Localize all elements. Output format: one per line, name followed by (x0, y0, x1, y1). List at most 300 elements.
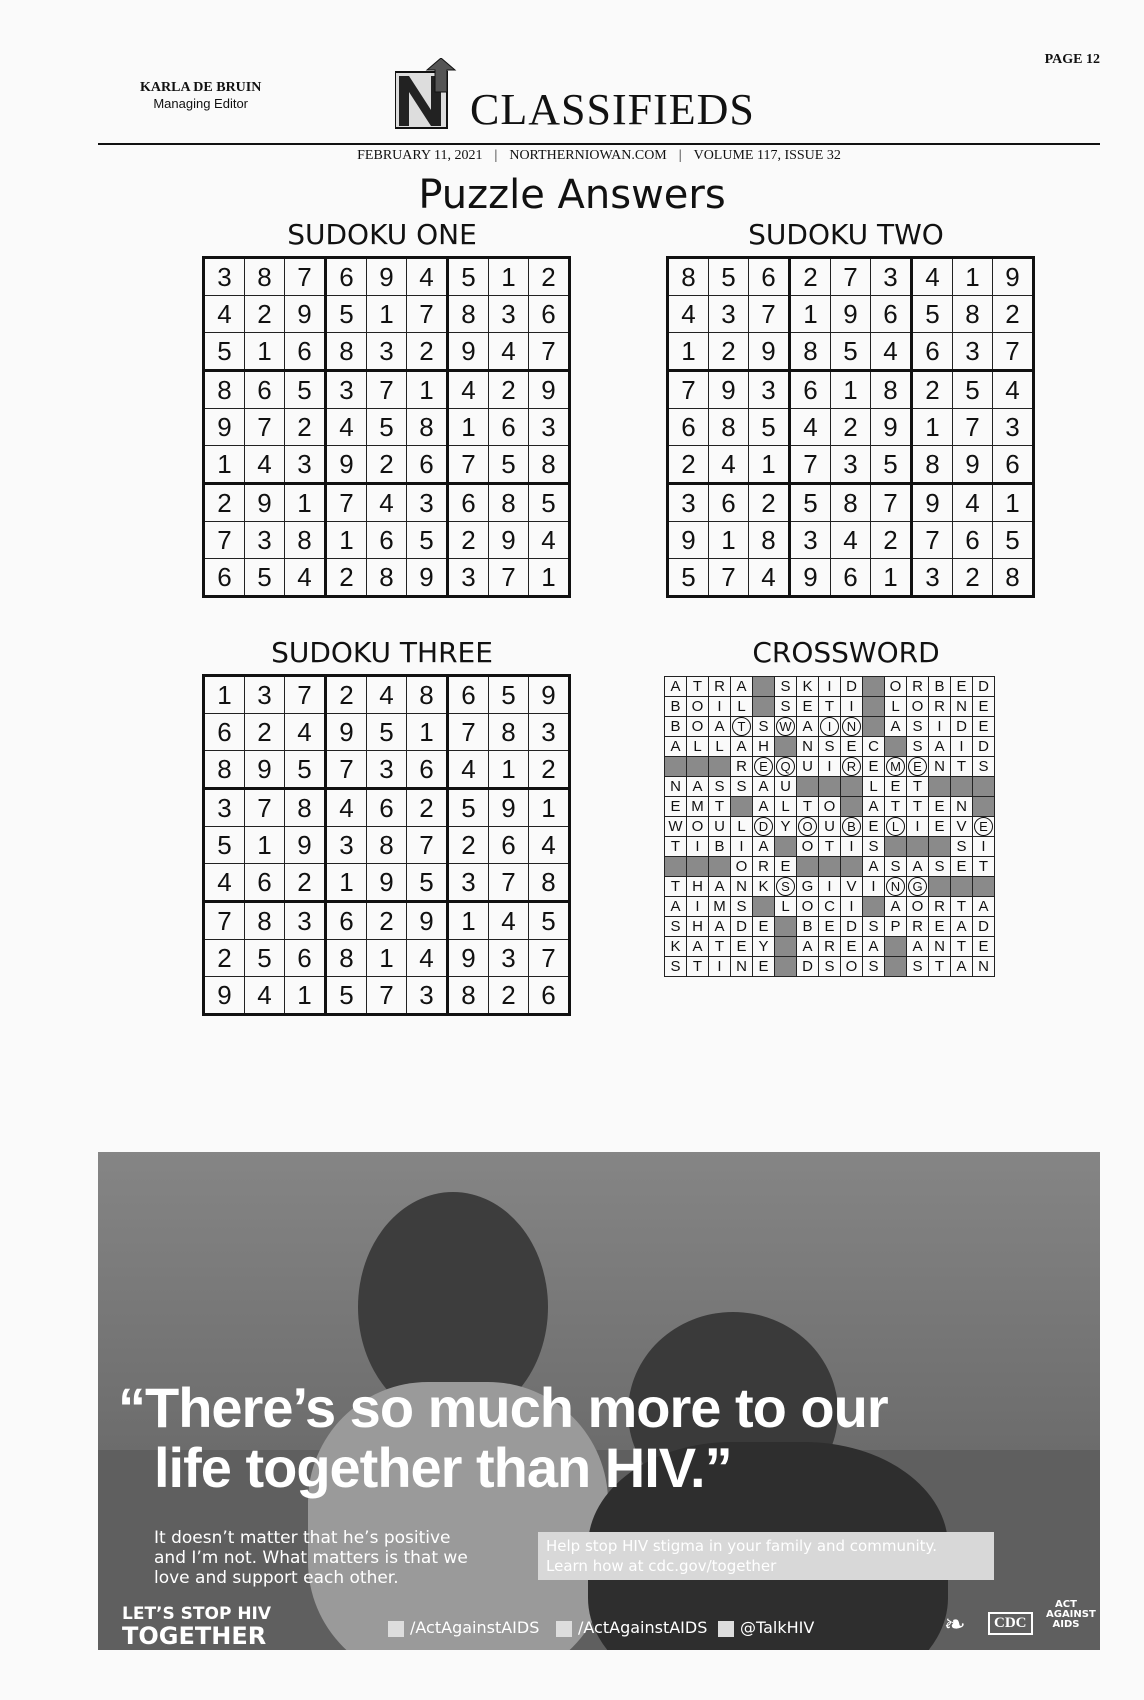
sudoku-cell: 2 (285, 864, 326, 902)
sudoku-cell: 1 (367, 940, 407, 977)
instagram-handle-text: @TalkHIV (740, 1618, 815, 1637)
crossword-row (665, 737, 995, 757)
sudoku-cell: 8 (709, 409, 749, 446)
sudoku-row (204, 902, 570, 940)
sudoku-cell: 4 (204, 296, 245, 333)
crossword-cell: N (951, 697, 973, 717)
sudoku-cell: 1 (245, 827, 285, 864)
sudoku-cell: 7 (953, 409, 993, 446)
sudoku-cell: 9 (831, 296, 871, 333)
sudoku-cell: 1 (831, 371, 871, 409)
sudoku-cell: 8 (448, 296, 489, 333)
sudoku-cell: 6 (407, 446, 448, 484)
crossword-block (841, 797, 863, 817)
crossword-cell: O (687, 817, 709, 837)
crossword-cell: I (841, 697, 863, 717)
crossword-row (665, 877, 995, 897)
crossword-cell: K (797, 677, 819, 697)
crossword-cell: H (753, 737, 775, 757)
crossword-cell: T (687, 957, 709, 977)
issue-date: FEBRUARY 11, 2021 (357, 148, 483, 163)
sudoku-cell: 6 (953, 522, 993, 559)
sudoku-cell: 7 (790, 446, 831, 484)
twitter-handle[interactable] (556, 1618, 707, 1637)
sudoku-cell: 6 (993, 446, 1034, 484)
sudoku-cell: 6 (245, 864, 285, 902)
sudoku-cell: 4 (529, 522, 570, 559)
crossword-circled-cell: E (907, 757, 929, 777)
crossword-row (665, 797, 995, 817)
crossword-cell: O (731, 857, 753, 877)
crossword-cell: T (709, 937, 731, 957)
crossword-cell: A (753, 797, 775, 817)
sudoku-cell: 3 (790, 522, 831, 559)
crossword-block (709, 857, 731, 877)
crossword-circled-cell: L (885, 817, 907, 837)
sudoku-cell: 8 (407, 409, 448, 446)
sudoku-cell: 8 (367, 827, 407, 864)
editor-title: Managing Editor (153, 96, 249, 111)
sudoku-cell: 2 (285, 409, 326, 446)
sudoku-cell: 6 (709, 484, 749, 522)
sudoku-row (204, 751, 570, 789)
sudoku-cell: 3 (953, 333, 993, 371)
crossword-block (907, 837, 929, 857)
sudoku-cell: 7 (448, 446, 489, 484)
crossword-cell: A (687, 937, 709, 957)
crossword-cell: B (797, 917, 819, 937)
crossword-cell: U (797, 757, 819, 777)
sudoku-cell: 4 (245, 977, 285, 1015)
crossword-cell: T (885, 797, 907, 817)
crossword-cell: T (951, 937, 973, 957)
sudoku-cell: 7 (407, 296, 448, 333)
sudoku-cell: 9 (285, 296, 326, 333)
crossword-cell: I (687, 897, 709, 917)
sudoku-cell: 1 (204, 446, 245, 484)
crossword-cell: N (973, 957, 995, 977)
ad-quote-line-2: life together than HIV.” (154, 1436, 732, 1499)
ad-help-line-2[interactable]: Learn how at cdc.gov/together (546, 1557, 777, 1575)
crossword-cell: O (797, 837, 819, 857)
crossword-cell: R (929, 897, 951, 917)
sudoku-cell: 9 (529, 371, 570, 409)
page-number: PAGE 12 (1044, 52, 1100, 67)
instagram-handle[interactable] (718, 1618, 814, 1637)
sudoku-cell: 4 (709, 446, 749, 484)
crossword-cell: A (797, 937, 819, 957)
sudoku-row (204, 371, 570, 409)
sudoku-cell: 2 (367, 902, 407, 940)
crossword-cell: T (709, 797, 731, 817)
crossword-row (665, 917, 995, 937)
crossword-cell: V (841, 877, 863, 897)
sudoku-cell: 6 (285, 940, 326, 977)
facebook-handle[interactable] (388, 1618, 539, 1637)
crossword-cell: R (907, 677, 929, 697)
crossword-cell: E (841, 737, 863, 757)
sudoku-cell: 4 (407, 258, 448, 296)
crossword-cell: O (907, 897, 929, 917)
crossword-cell: O (819, 797, 841, 817)
sudoku-cell: 7 (326, 484, 367, 522)
crossword-cell: S (709, 777, 731, 797)
crossword-cell: D (951, 717, 973, 737)
sudoku-cell: 6 (489, 409, 529, 446)
crossword-circled-cell: O (797, 817, 819, 837)
sudoku-cell: 8 (204, 371, 245, 409)
crossword-cell: B (929, 677, 951, 697)
crossword-circled-cell: N (885, 877, 907, 897)
crossword-cell: M (687, 797, 709, 817)
sudoku-row (204, 522, 570, 559)
sudoku-cell: 9 (448, 333, 489, 371)
sudoku-cell: 3 (326, 371, 367, 409)
crossword-cell: N (665, 777, 687, 797)
crossword-cell: E (731, 937, 753, 957)
sudoku-cell: 5 (871, 446, 912, 484)
crossword-block (753, 897, 775, 917)
crossword-cell: I (709, 697, 731, 717)
sudoku-cell: 6 (245, 371, 285, 409)
facebook-icon (388, 1621, 404, 1637)
sudoku-cell: 1 (749, 446, 790, 484)
crossword-block (819, 857, 841, 877)
sudoku-cell: 5 (529, 902, 570, 940)
sudoku-cell: 9 (326, 446, 367, 484)
sudoku-cell: 9 (709, 371, 749, 409)
sudoku-cell: 8 (871, 371, 912, 409)
sudoku-cell: 3 (245, 676, 285, 714)
sudoku-cell: 1 (448, 902, 489, 940)
crossword-row (665, 697, 995, 717)
sudoku-cell: 7 (993, 333, 1034, 371)
crossword-cell: B (709, 837, 731, 857)
sudoku-cell: 2 (489, 977, 529, 1015)
crossword-cell: E (929, 797, 951, 817)
crossword-cell: E (819, 917, 841, 937)
ad-subtext: It doesn’t matter that he’s positive and I’m not. What matters is that we love and support each other. (154, 1528, 468, 1588)
sudoku-cell: 3 (367, 333, 407, 371)
sudoku-row (204, 827, 570, 864)
sudoku-cell: 4 (790, 409, 831, 446)
crossword-cell: L (885, 697, 907, 717)
crossword-row (665, 717, 995, 737)
crossword-block (863, 697, 885, 717)
sudoku-cell: 5 (285, 371, 326, 409)
crossword-cell: S (863, 837, 885, 857)
crossword-cell: A (885, 717, 907, 737)
crossword-block (973, 777, 995, 797)
sudoku-cell: 7 (831, 258, 871, 296)
page-title: Puzzle Answers (418, 172, 726, 218)
crossword-cell: O (841, 957, 863, 977)
sudoku-cell: 2 (912, 371, 953, 409)
sudoku-cell: 8 (529, 446, 570, 484)
sudoku-row (204, 258, 570, 296)
sudoku-cell: 7 (529, 940, 570, 977)
sudoku-cell: 4 (367, 484, 407, 522)
crossword-cell: A (863, 857, 885, 877)
crossword-cell: T (797, 797, 819, 817)
sudoku-cell: 5 (407, 522, 448, 559)
sudoku-cell: 5 (204, 333, 245, 371)
crossword-cell: E (951, 857, 973, 877)
sudoku-cell: 6 (448, 484, 489, 522)
sudoku-cell: 1 (489, 258, 529, 296)
sudoku-cell: 7 (367, 371, 407, 409)
sudoku-cell: 9 (912, 484, 953, 522)
sudoku-cell: 9 (448, 940, 489, 977)
sudoku-cell: 2 (831, 409, 871, 446)
sudoku-cell: 7 (285, 258, 326, 296)
crossword-circled-cell: W (775, 717, 797, 737)
crossword-cell: E (753, 957, 775, 977)
sudoku-cell: 7 (367, 977, 407, 1015)
sudoku-cell: 8 (790, 333, 831, 371)
sudoku-cell: 7 (871, 484, 912, 522)
act-against-aids-logo: ACT AGAINST AIDS (1046, 1599, 1096, 1630)
sudoku-cell: 3 (448, 559, 489, 597)
sudoku-cell: 1 (993, 484, 1034, 522)
crossword-cell: S (973, 757, 995, 777)
sudoku-two-grid (666, 256, 1035, 598)
sudoku-cell: 8 (245, 258, 285, 296)
crossword-row (665, 777, 995, 797)
sudoku-cell: 6 (529, 296, 570, 333)
crossword-block (709, 757, 731, 777)
sudoku-cell: 4 (831, 522, 871, 559)
sudoku-cell: 4 (285, 559, 326, 597)
crossword-block (797, 857, 819, 877)
sudoku-cell: 9 (245, 751, 285, 789)
crossword-block (973, 877, 995, 897)
sudoku-cell: 1 (285, 977, 326, 1015)
crossword-block (775, 737, 797, 757)
sudoku-cell: 7 (489, 864, 529, 902)
crossword-cell: O (687, 697, 709, 717)
sudoku-cell: 5 (326, 296, 367, 333)
hhs-eagle-icon: ❧ (944, 1610, 966, 1640)
sudoku-cell: 9 (367, 864, 407, 902)
crossword-cell: I (841, 837, 863, 857)
crossword-block (687, 857, 709, 877)
crossword-row (665, 817, 995, 837)
crossword-cell: E (973, 717, 995, 737)
sudoku-cell: 1 (448, 409, 489, 446)
sudoku-cell: 3 (529, 409, 570, 446)
crossword-cell: S (775, 697, 797, 717)
sudoku-three-grid (202, 674, 571, 1016)
sudoku-cell: 3 (204, 789, 245, 827)
sudoku-cell: 7 (245, 789, 285, 827)
crossword-cell: A (951, 917, 973, 937)
sudoku-cell: 5 (831, 333, 871, 371)
sudoku-row (204, 559, 570, 597)
sudoku-cell: 9 (529, 676, 570, 714)
crossword-block (951, 877, 973, 897)
sudoku-cell: 8 (489, 484, 529, 522)
sudoku-cell: 8 (529, 864, 570, 902)
sudoku-cell: 5 (489, 446, 529, 484)
crossword-cell: S (863, 917, 885, 937)
crossword-cell: T (819, 697, 841, 717)
sudoku-cell: 5 (245, 940, 285, 977)
crossword-cell: K (665, 937, 687, 957)
northern-iowan-logo (395, 58, 465, 134)
crossword-row (665, 937, 995, 957)
sudoku-cell: 2 (245, 296, 285, 333)
sudoku-cell: 3 (871, 258, 912, 296)
sudoku-cell: 4 (407, 940, 448, 977)
crossword-cell: S (885, 857, 907, 877)
crossword-title: CROSSWORD (752, 636, 940, 669)
sudoku-cell: 8 (749, 522, 790, 559)
crossword-cell: N (929, 937, 951, 957)
sudoku-cell: 4 (912, 258, 953, 296)
crossword-block (819, 777, 841, 797)
sudoku-cell: 1 (668, 333, 709, 371)
sudoku-cell: 8 (285, 789, 326, 827)
crossword-cell: E (863, 757, 885, 777)
sudoku-cell: 4 (871, 333, 912, 371)
crossword-cell: M (709, 897, 731, 917)
sudoku-cell: 1 (326, 522, 367, 559)
crossword-cell: A (907, 857, 929, 877)
sudoku-cell: 6 (749, 258, 790, 296)
crossword-cell: T (951, 897, 973, 917)
sudoku-cell: 2 (204, 940, 245, 977)
crossword-cell: L (731, 817, 753, 837)
crossword-cell: E (841, 937, 863, 957)
crossword-cell: D (973, 737, 995, 757)
header-rule (98, 143, 1100, 145)
sudoku-cell: 4 (489, 333, 529, 371)
crossword-cell: I (709, 957, 731, 977)
sudoku-cell: 3 (285, 902, 326, 940)
sudoku-cell: 4 (245, 446, 285, 484)
crossword-row (665, 857, 995, 877)
sudoku-cell: 9 (668, 522, 709, 559)
crossword-block (885, 837, 907, 857)
sudoku-cell: 7 (912, 522, 953, 559)
sudoku-cell: 6 (285, 333, 326, 371)
crossword-cell: S (929, 857, 951, 877)
sudoku-cell: 6 (326, 258, 367, 296)
crossword-cell: D (841, 677, 863, 697)
sudoku-cell: 9 (326, 714, 367, 751)
ad-quote (118, 1378, 888, 1498)
crossword-block (929, 877, 951, 897)
sudoku-cell: 8 (668, 258, 709, 296)
crossword-cell: A (687, 777, 709, 797)
sudoku-cell: 9 (790, 559, 831, 597)
crossword-cell: N (929, 757, 951, 777)
ad-slogan (122, 1604, 271, 1648)
crossword-cell: A (863, 937, 885, 957)
sudoku-cell: 8 (245, 902, 285, 940)
crossword-circled-cell: D (753, 817, 775, 837)
crossword-cell: E (973, 697, 995, 717)
sudoku-cell: 4 (489, 902, 529, 940)
sudoku-cell: 1 (407, 714, 448, 751)
crossword-cell: I (687, 837, 709, 857)
crossword-cell: I (907, 817, 929, 837)
crossword-cell: S (731, 897, 753, 917)
crossword-cell: U (819, 817, 841, 837)
crossword-block (929, 837, 951, 857)
sudoku-cell: 4 (326, 409, 367, 446)
crossword-cell: S (665, 957, 687, 977)
crossword-cell: O (907, 697, 929, 717)
sudoku-cell: 3 (529, 714, 570, 751)
crossword-block (665, 857, 687, 877)
sudoku-cell: 2 (709, 333, 749, 371)
crossword-row (665, 957, 995, 977)
crossword-cell: A (731, 677, 753, 697)
cdc-logo: CDC (988, 1612, 1033, 1635)
crossword-cell: S (665, 917, 687, 937)
crossword-cell: A (885, 897, 907, 917)
ad-slogan-line-2: TOGETHER (122, 1622, 267, 1650)
crossword-block (885, 957, 907, 977)
crossword-block (665, 757, 687, 777)
sudoku-cell: 6 (204, 714, 245, 751)
crossword-cell: V (951, 817, 973, 837)
crossword-cell: E (863, 817, 885, 837)
crossword-block (973, 797, 995, 817)
crossword-row (665, 677, 995, 697)
sudoku-cell: 5 (529, 484, 570, 522)
crossword-cell: B (665, 697, 687, 717)
crossword-block (775, 937, 797, 957)
sudoku-cell: 9 (367, 258, 407, 296)
sudoku-row (204, 714, 570, 751)
sudoku-cell: 5 (367, 714, 407, 751)
crossword-grid (664, 676, 995, 977)
crossword-cell: A (863, 797, 885, 817)
sudoku-cell: 8 (953, 296, 993, 333)
facebook-handle-text: /ActAgainstAIDS (410, 1618, 540, 1637)
sudoku-cell: 5 (326, 977, 367, 1015)
crossword-cell: E (753, 917, 775, 937)
crossword-block (775, 917, 797, 937)
sudoku-cell: 5 (367, 409, 407, 446)
sudoku-cell: 2 (871, 522, 912, 559)
crossword-cell: E (929, 817, 951, 837)
crossword-circled-cell: S (775, 877, 797, 897)
crossword-cell: L (775, 897, 797, 917)
sudoku-cell: 4 (749, 559, 790, 597)
twitter-handle-text: /ActAgainstAIDS (578, 1618, 708, 1637)
crossword-cell: B (665, 717, 687, 737)
sudoku-cell: 8 (831, 484, 871, 522)
sudoku-three-title: SUDOKU THREE (271, 636, 493, 669)
sudoku-row (204, 484, 570, 522)
sudoku-cell: 4 (953, 484, 993, 522)
crossword-cell: R (907, 917, 929, 937)
crossword-circled-cell: N (841, 717, 863, 737)
crossword-cell: D (731, 917, 753, 937)
crossword-cell: E (797, 697, 819, 717)
sudoku-cell: 3 (912, 559, 953, 597)
crossword-block (863, 677, 885, 697)
sudoku-cell: 6 (326, 902, 367, 940)
sudoku-cell: 9 (749, 333, 790, 371)
ad-slogan-line-1: LET’S STOP HIV (122, 1604, 272, 1624)
sudoku-cell: 7 (448, 714, 489, 751)
crossword-cell: L (775, 797, 797, 817)
